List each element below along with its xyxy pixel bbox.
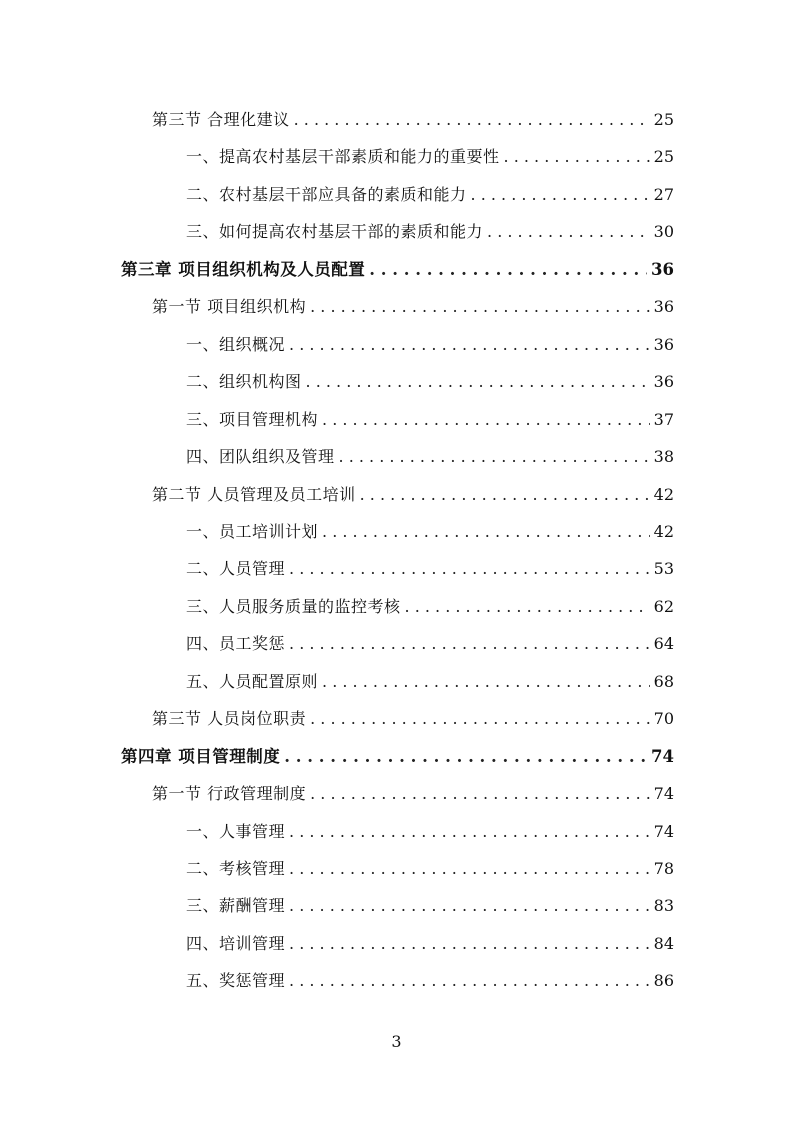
toc-entry-section[interactable] bbox=[152, 704, 674, 734]
toc-entry-title: 二、考核管理 bbox=[186, 859, 286, 878]
toc-entry-page: 68 bbox=[653, 672, 674, 691]
toc-entry-title: 一、员工培训计划 bbox=[186, 522, 319, 541]
toc-entry-page: 37 bbox=[653, 410, 674, 429]
dot-leader bbox=[289, 854, 650, 884]
toc-entry-page: 36 bbox=[653, 297, 674, 316]
toc-entry-sub[interactable] bbox=[186, 180, 674, 210]
toc-entry-chapter[interactable] bbox=[121, 742, 674, 772]
toc-entry-title: 三、项目管理机构 bbox=[186, 410, 319, 429]
toc-entry-section[interactable] bbox=[152, 480, 674, 510]
toc-entry-title: 第一节 项目组织机构 bbox=[152, 297, 307, 316]
toc-entry-title: 五、人员配置原则 bbox=[186, 672, 319, 691]
dot-leader bbox=[289, 817, 650, 847]
toc-entry-page: 74 bbox=[653, 822, 674, 841]
dot-leader bbox=[289, 554, 650, 584]
toc-entry-title: 一、组织概况 bbox=[186, 335, 286, 354]
toc-entry-sub[interactable] bbox=[186, 891, 674, 921]
toc-entry-page: 78 bbox=[653, 859, 674, 878]
dot-leader bbox=[306, 367, 650, 397]
toc-entry-title: 第三节 人员岗位职责 bbox=[152, 709, 307, 728]
toc-entry-title: 第三章 项目组织机构及人员配置 bbox=[121, 260, 366, 279]
toc-entry-title: 第四章 项目管理制度 bbox=[121, 747, 281, 766]
dot-leader bbox=[322, 667, 650, 697]
toc-entry-section[interactable] bbox=[152, 105, 674, 135]
toc-entry-chapter[interactable] bbox=[121, 255, 674, 285]
toc-entry-page: 36 bbox=[653, 335, 674, 354]
page-number: 3 bbox=[391, 1032, 402, 1051]
dot-leader bbox=[405, 592, 650, 622]
toc-entry-title: 第一节 行政管理制度 bbox=[152, 784, 307, 803]
toc-entry-sub[interactable] bbox=[186, 554, 674, 584]
dot-leader bbox=[294, 105, 650, 135]
toc-entry-page: 42 bbox=[653, 485, 674, 504]
toc-entry-page: 62 bbox=[653, 597, 674, 616]
toc-entry-sub[interactable] bbox=[186, 592, 674, 622]
toc-entry-title: 四、培训管理 bbox=[186, 934, 286, 953]
dot-leader bbox=[504, 142, 650, 172]
toc-entry-sub[interactable] bbox=[186, 817, 674, 847]
dot-leader bbox=[289, 330, 650, 360]
toc-entry-page: 38 bbox=[653, 447, 674, 466]
toc-entry-page: 74 bbox=[651, 747, 674, 766]
dot-leader bbox=[471, 180, 650, 210]
toc-entry-title: 三、人员服务质量的监控考核 bbox=[186, 597, 401, 616]
toc-entry-title: 三、薪酬管理 bbox=[186, 896, 286, 915]
toc-entry-title: 二、人员管理 bbox=[186, 559, 286, 578]
dot-leader bbox=[310, 292, 650, 322]
toc-entry-page: 36 bbox=[651, 260, 674, 279]
toc-entry-title: 二、农村基层干部应具备的素质和能力 bbox=[186, 185, 467, 204]
toc-entry-page: 36 bbox=[653, 372, 674, 391]
toc-entry-title: 三、如何提高农村基层干部的素质和能力 bbox=[186, 222, 484, 241]
toc-entry-page: 25 bbox=[653, 147, 674, 166]
toc-entry-section[interactable] bbox=[152, 292, 674, 322]
toc-entry-title: 一、人事管理 bbox=[186, 822, 286, 841]
toc-entry-sub[interactable] bbox=[186, 929, 674, 959]
dot-leader bbox=[487, 217, 650, 247]
toc-entry-title: 四、团队组织及管理 bbox=[186, 447, 335, 466]
toc-entry-sub[interactable] bbox=[186, 217, 674, 247]
dot-leader bbox=[289, 629, 650, 659]
dot-leader bbox=[339, 442, 650, 472]
toc-entry-page: 64 bbox=[653, 634, 674, 653]
toc-entry-page: 74 bbox=[653, 784, 674, 803]
dot-leader bbox=[289, 891, 650, 921]
dot-leader bbox=[360, 480, 650, 510]
toc-entry-page: 30 bbox=[653, 222, 674, 241]
toc-entry-page: 86 bbox=[653, 971, 674, 990]
toc-entry-page: 42 bbox=[653, 522, 674, 541]
toc-entry-sub[interactable] bbox=[186, 367, 674, 397]
dot-leader bbox=[289, 966, 650, 996]
toc-entry-title: 一、提高农村基层干部素质和能力的重要性 bbox=[186, 147, 500, 166]
dot-leader bbox=[369, 255, 647, 285]
toc-entry-sub[interactable] bbox=[186, 854, 674, 884]
toc-entry-sub[interactable] bbox=[186, 405, 674, 435]
toc-entry-page: 84 bbox=[653, 934, 674, 953]
toc-entry-title: 第二节 人员管理及员工培训 bbox=[152, 485, 356, 504]
toc-entry-title: 第三节 合理化建议 bbox=[152, 110, 290, 129]
toc-entry-sub[interactable] bbox=[186, 966, 674, 996]
toc-entry-sub[interactable] bbox=[186, 629, 674, 659]
dot-leader bbox=[310, 779, 650, 809]
dot-leader bbox=[310, 704, 650, 734]
toc-entry-page: 25 bbox=[653, 110, 674, 129]
toc-entry-sub[interactable] bbox=[186, 442, 674, 472]
toc-entry-sub[interactable] bbox=[186, 142, 674, 172]
dot-leader bbox=[322, 517, 650, 547]
dot-leader bbox=[289, 929, 650, 959]
toc-entry-page: 70 bbox=[653, 709, 674, 728]
toc-entry-title: 四、员工奖惩 bbox=[186, 634, 286, 653]
dot-leader bbox=[284, 742, 647, 772]
toc-entry-sub[interactable] bbox=[186, 330, 674, 360]
toc-entry-page: 27 bbox=[653, 185, 674, 204]
toc-entry-title: 二、组织机构图 bbox=[186, 372, 302, 391]
toc-entry-page: 53 bbox=[653, 559, 674, 578]
dot-leader bbox=[322, 405, 650, 435]
toc-entry-title: 五、奖惩管理 bbox=[186, 971, 286, 990]
toc-entry-page: 83 bbox=[653, 896, 674, 915]
toc-entry-section[interactable] bbox=[152, 779, 674, 809]
toc-entry-sub[interactable] bbox=[186, 667, 674, 697]
toc-entry-sub[interactable] bbox=[186, 517, 674, 547]
